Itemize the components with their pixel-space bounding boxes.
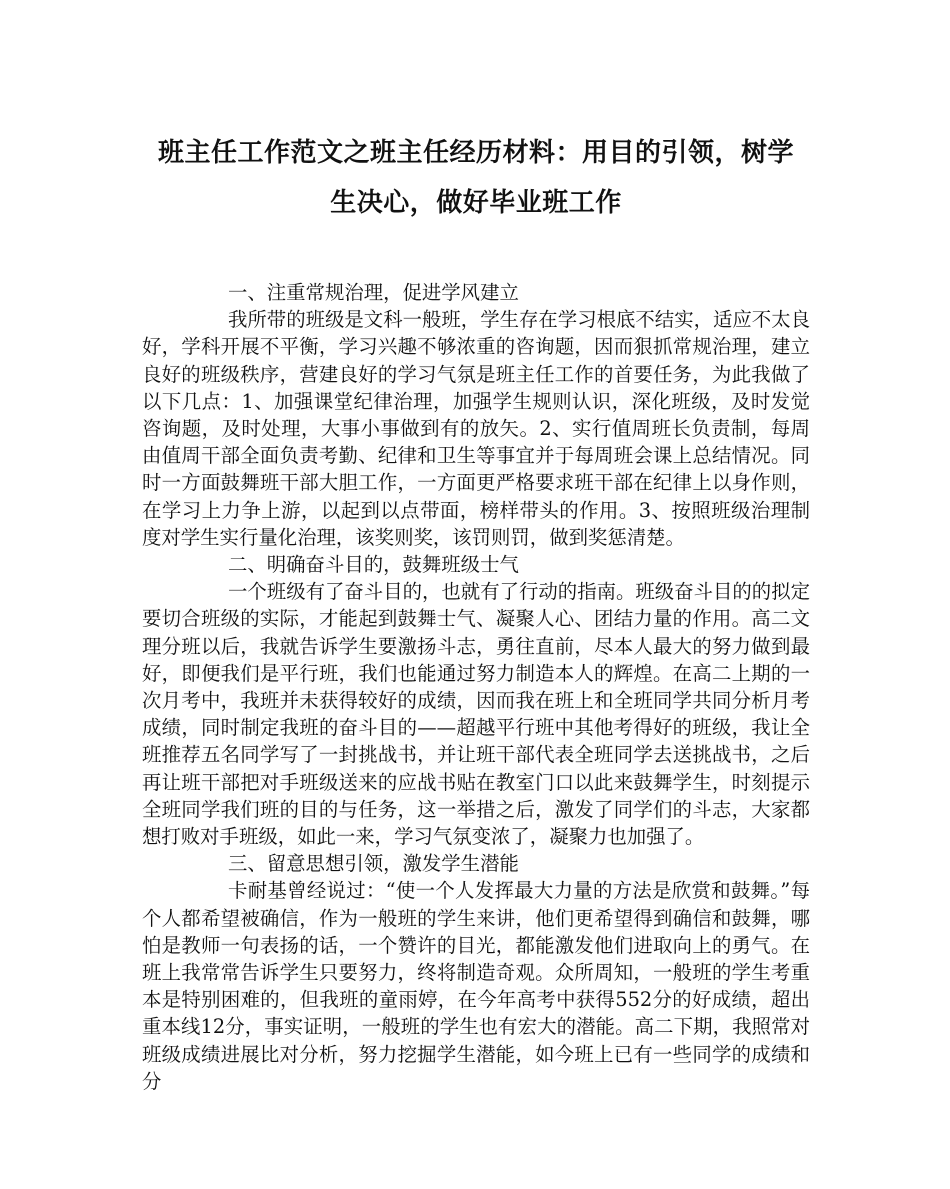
title-line-2: 生决心，做好毕业班工作 (330, 188, 622, 218)
document-page (142, 128, 810, 1095)
section-heading-1: 一、注重常规治理，促进学风建立 (228, 281, 519, 304)
section-paragraph-1: 我所带的班级是文科一般班，学生存在学习根底不结实，适应不太良好，学科开展不平衡，学习兴趣不够浓重的咨询题，因而狠抓常规治理，建立良好的班级秩序，营建良好的学习气氛是班主任工作的首要任务，为此我做了以下几点：1、加强课堂纪律治理，加强学生规则认识，深化班级，及时发觉咨询题，及时处理，大事小事做到有的放矢。2、实行值周班长负责制，每周由值周干部全面负责考勤、纪律和卫生等事宜并于每周班会课上总结情况。同时一方面鼓舞班干部大胆工作，一方面更严格要求班干部在纪律上以身作则，在学习上力争上游，以起到以点带面，榜样带头的作用。3、按照班级治理制度对学生实行量化治理，该奖则奖，该罚则罚，做到奖惩清楚。 (142, 308, 810, 549)
section-paragraph-2: 一个班级有了奋斗目的，也就有了行动的指南。班级奋斗目的的拟定要切合班级的实际，才能起到鼓舞士气、凝聚人心、团结力量的作用。高二文理分班以后，我就告诉学生要激扬斗志，勇往直前，尽本人最大的努力做到最好，即便我们是平行班，我们也能通过努力制造本人的辉煌。在高二上期的一次月考中，我班并未获得较好的成绩，因而我在班上和全班同学共同分析月考成绩，同时制定我班的奋斗目的——超越平行班中其他考得好的班级，我让全班推荐五名同学写了一封挑战书，并让班干部代表全班同学去送挑战书，之后再让班干部把对手班级送来的应战书贴在教室门口以此来鼓舞学生，时刻提示全班同学我们班的目的与任务，这一举措之后，激发了同学们的斗志，大家都想打败对手班级，如此一来，学习气氛变浓了，凝聚力也加强了。 (142, 580, 810, 849)
document-body (142, 279, 810, 1095)
section-paragraph-3: 卡耐基曾经说过：“使一个人发挥最大力量的方法是欣赏和鼓舞。”每个人都希望被确信，作为一般班的学生来讲，他们更希望得到确信和鼓舞，哪怕是教师一句表扬的话，一个赞许的目光，都能激发他们进取向上的勇气。在班上我常常告诉学生只要努力，终将制造奇观。众所周知，一般班的学生考重本是特别困难的，但我班的童雨婷，在今年高考中获得552分的好成绩，超出重本线12分，事实证明，一般班的学生也有宏大的潜能。高二下期，我照常对班级成绩进展比对分析，努力挖掘学生潜能，如今班上已有一些同学的成绩和分 (142, 879, 810, 1093)
section-heading-2: 二、明确奋斗目的，鼓舞班级士气 (228, 553, 519, 577)
title-line-1: 班主任工作范文之班主任经历材料：用目的引领，树学 (157, 138, 794, 168)
section-heading-3: 三、留意思想引领，激发学生潜能 (228, 852, 519, 876)
document-title (142, 128, 810, 228)
